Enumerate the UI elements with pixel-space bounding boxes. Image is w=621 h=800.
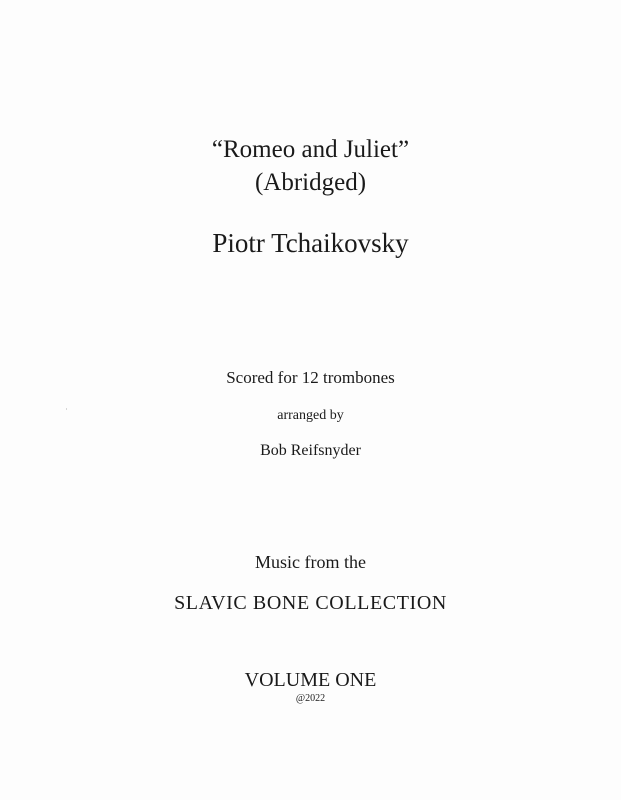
scan-speck <box>66 408 67 410</box>
music-from-label: Music from the <box>255 552 366 572</box>
collection-name: SLAVIC BONE COLLECTION <box>174 592 447 614</box>
composer-name: Piotr Tchaikovsky <box>212 228 409 258</box>
arranger-name: Bob Reifsnyder <box>260 442 361 459</box>
scoring-note: Scored for 12 trombones <box>226 368 395 387</box>
volume-label: VOLUME ONE <box>244 669 377 691</box>
title-line-1: “Romeo and Juliet” <box>211 136 410 163</box>
arranged-by-label: arranged by <box>277 408 344 423</box>
copyright-notice: @2022 <box>295 693 326 704</box>
title-line-2: (Abridged) <box>254 169 367 196</box>
